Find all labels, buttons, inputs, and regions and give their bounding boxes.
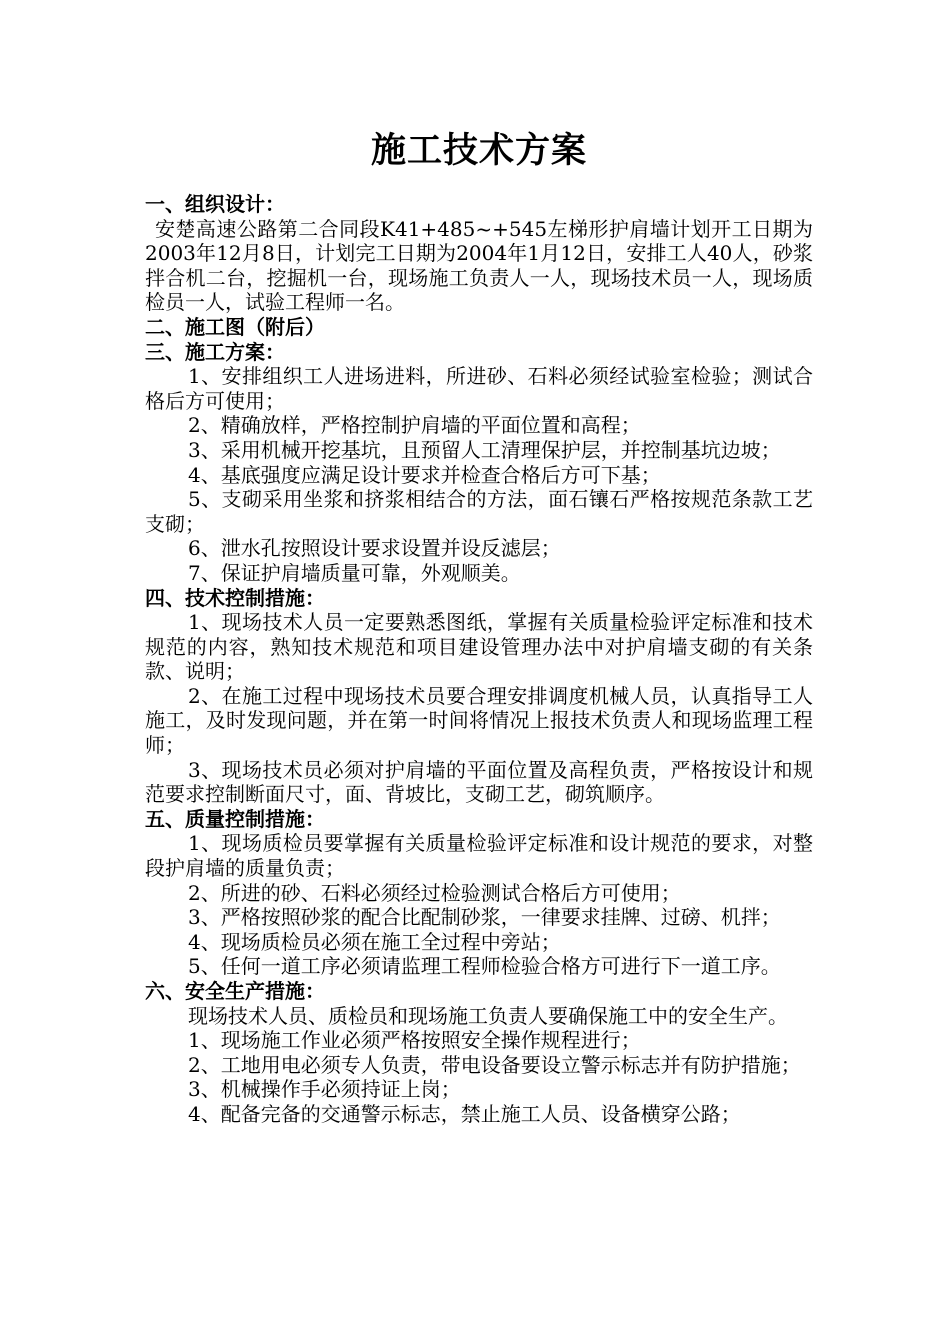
section-construction-plan (145, 340, 813, 586)
section-heading: 三、施工方案： (145, 339, 285, 364)
list-item: 2、精确放样，严格控制护肩墙的平面位置和高程； (188, 413, 641, 438)
list-item: 4、配备完备的交通警示标志，禁止施工人员、设备横穿公路； (188, 1101, 741, 1126)
list-item: 3、严格按照砂浆的配合比配制砂浆，一律要求挂牌、过磅、机拌； (188, 905, 781, 930)
document-page (145, 128, 813, 1127)
list-item: 1、安排组织工人进场进料，所进砂、石料必须经试验室检验；测试合格后方可使用； (145, 364, 813, 413)
section-heading: 二、施工图（附后） (145, 314, 325, 339)
list-item: 3、现场技术员必须对护肩墙的平面位置及高程负责，严格按设计和规范要求控制断面尺寸，面、背坡比，支砌工艺，砌筑顺序。 (145, 757, 813, 807)
section-heading: 四、技术控制措施： (145, 585, 325, 610)
list-item: 6、泄水孔按照设计要求设置并设反滤层； (188, 536, 561, 561)
list-item: 1、现场技术人员一定要熟悉图纸，掌握有关质量检验评定标准和技术规范的内容，熟知技术规范和项目建设管理办法中对护肩墙支砌的有关条款、说明； (145, 610, 813, 684)
list-item: 4、基底强度应满足设计要求并检查合格后方可下基； (188, 462, 661, 487)
list-item: 4、现场质检员必须在施工全过程中旁站； (188, 929, 561, 954)
list-item: 2、在施工过程中现场技术员要合理安排调度机械人员，认真指导工人施工，及时发现问题，并在第一时间将情况上报技术负责人和现场监理工程师； (145, 683, 813, 758)
section-construction-drawing (145, 315, 813, 340)
section-paragraph: 安楚高速公路第二合同段K41+485~+545左梯形护肩墙计划开工日期为2003年12月8日，计划完工日期为2004年1月12日，安排工人40人，砂浆拌合机二台，挖掘机一台，现场施工负责人一人，现场技术员一人，现场质检员一人，试验工程师一名。 (145, 216, 813, 315)
section-quality-control (145, 807, 813, 979)
list-item: 3、机械操作手必须持证上岗； (188, 1077, 461, 1102)
list-item: 2、所进的砂、石料必须经过检验测试合格后方可使用； (188, 880, 681, 905)
section-safety-production (145, 979, 813, 1127)
section-technical-control (145, 586, 813, 807)
section-organization-design (145, 192, 813, 315)
list-item: 1、现场施工作业必须严格按照安全操作规程进行； (188, 1028, 641, 1053)
list-item: 1、现场质检员要掌握有关质量检验评定标准和设计规范的要求，对整段护肩墙的质量负责； (145, 831, 813, 881)
list-item: 5、任何一道工序必须请监理工程师检验合格方可进行下一道工序。 (188, 954, 781, 979)
list-item: 5、支砌采用坐浆和挤浆相结合的方法，面石镶石严格按规范条款工艺支砌； (145, 487, 813, 536)
section-paragraph: 现场技术人员、质检员和现场施工负责人要确保施工中的安全生产。 (188, 1003, 788, 1028)
list-item: 3、采用机械开挖基坑，且预留人工清理保护层，并控制基坑边坡； (188, 437, 781, 462)
list-item: 7、保证护肩墙质量可靠，外观顺美。 (188, 560, 521, 585)
section-heading: 六、安全生产措施： (145, 979, 325, 1003)
section-heading: 一、组织设计： (145, 192, 285, 216)
document-title: 施工技术方案 (370, 130, 587, 171)
list-item: 2、工地用电必须专人负责，带电设备要设立警示标志并有防护措施； (188, 1052, 801, 1077)
section-heading: 五、质量控制措施： (145, 806, 325, 831)
